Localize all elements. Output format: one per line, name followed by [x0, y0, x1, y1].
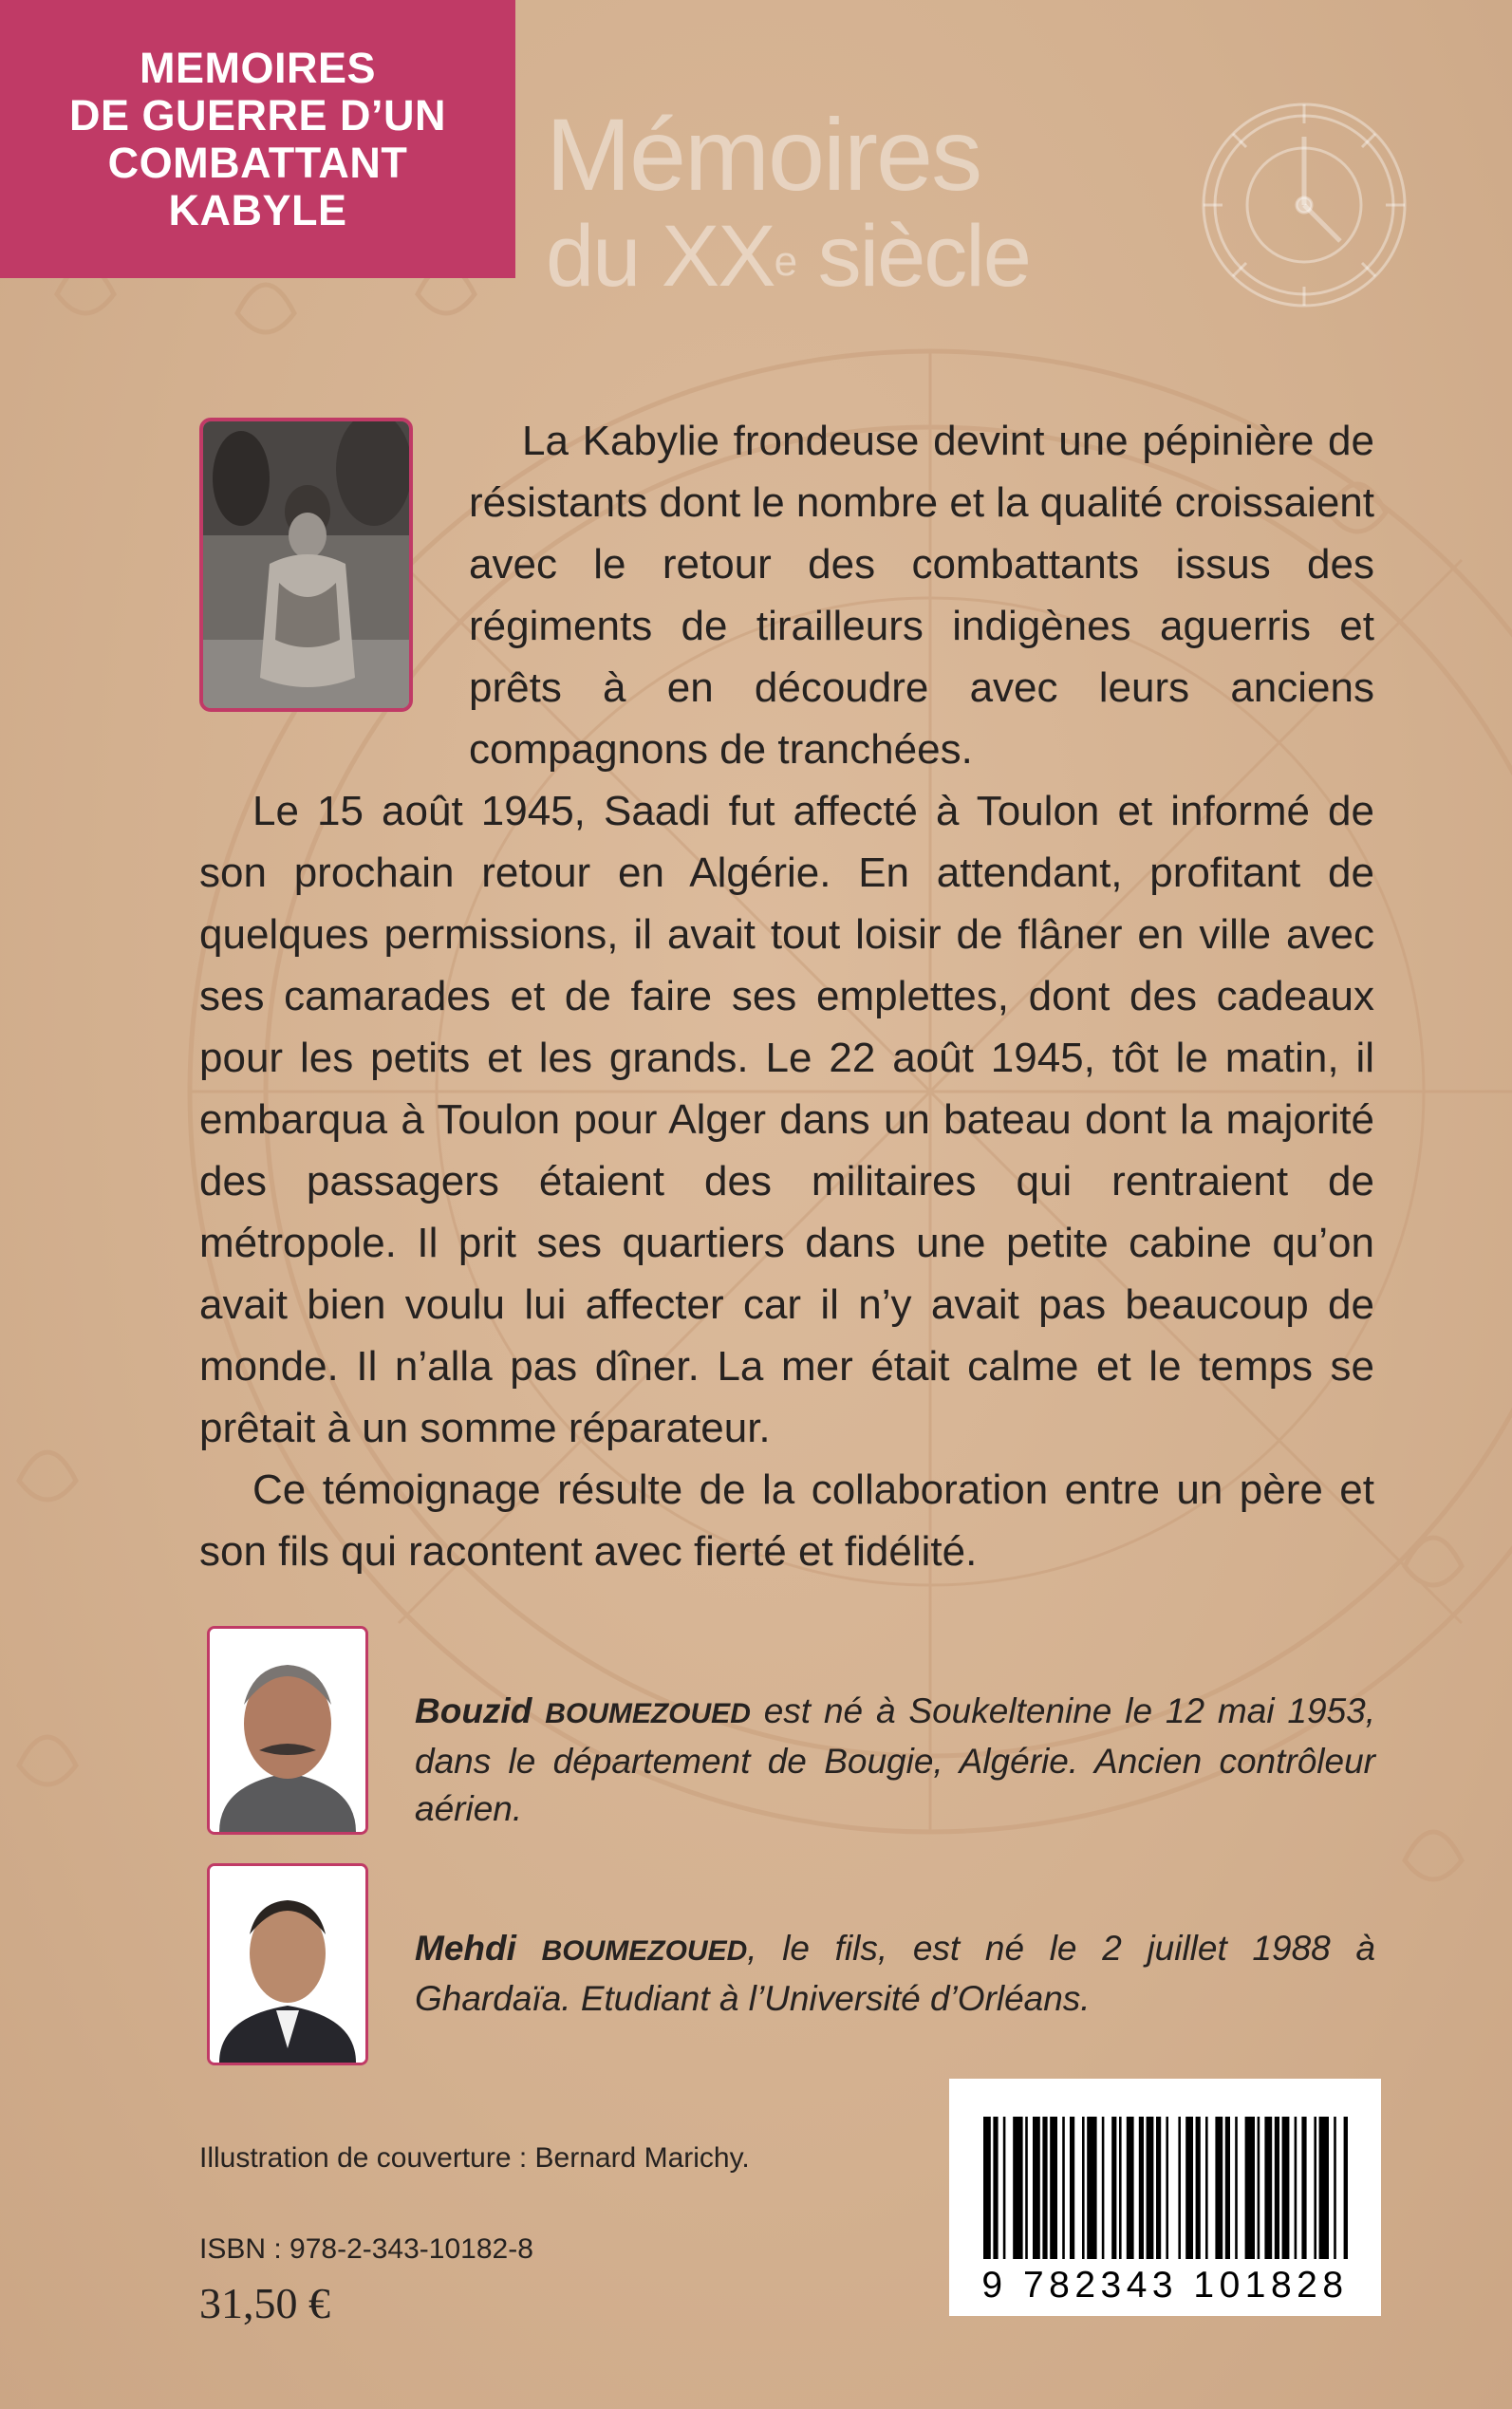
blurb-paragraph: Ce témoignage résulte de la collaboration entre un père et son fils qui racontent avec fierté et fidélité.: [199, 1466, 1374, 1575]
illustration-credit: Illustration de couverture : Bernard Marichy.: [199, 2142, 750, 2174]
barcode-bar: [1111, 2117, 1116, 2259]
blurb-paragraph: La Kabylie frondeuse devint une pépinière de résistants dont le nombre et la qualité croissaient avec le retour des combattants issus des régiments de tirailleurs indigènes aguerris et prêts à en découdre avec leurs anciens compagnons de tranchées.: [469, 418, 1374, 773]
barcode-bar: [1062, 2117, 1065, 2259]
author-portrait-image: [210, 1866, 365, 2063]
author-bio: [415, 1925, 1375, 2023]
barcode-bar: [1070, 2117, 1074, 2259]
barcode-bar: [1139, 2117, 1144, 2259]
barcode-bar: [1082, 2117, 1085, 2259]
barcode-bar: [1245, 2117, 1255, 2259]
author-last-name: BOUMEZOUED: [541, 1935, 748, 1967]
barcode-bar: [993, 2117, 998, 2259]
series-title-box: [0, 0, 515, 278]
barcode-bar: [1003, 2117, 1006, 2259]
barcode-bar: [1282, 2117, 1290, 2259]
child-photo-image: [203, 421, 409, 708]
collection-line-1: Mémoires: [546, 97, 981, 212]
barcode-bar: [1185, 2117, 1193, 2259]
author-last-name: BOUMEZOUED: [545, 1698, 751, 1729]
series-title-line: DE GUERRE D’UN: [68, 90, 447, 140]
barcode-bar: [1215, 2117, 1223, 2259]
barcode: [949, 2079, 1381, 2316]
barcode-bar: [1314, 2117, 1316, 2259]
barcode-bar: [1042, 2117, 1047, 2259]
barcode-bar: [1301, 2117, 1306, 2259]
barcode-bar: [1295, 2117, 1297, 2259]
barcode-bar: [1344, 2117, 1348, 2259]
barcode-bar: [983, 2117, 991, 2259]
barcode-bar: [1119, 2117, 1122, 2259]
barcode-bar: [1178, 2117, 1181, 2259]
blurb-body: [199, 780, 1374, 1582]
author-bio-text: est né à Soukeltenine le 12 mai 1953, dans le département de Bougie, Algérie. Ancien contrôleur aérien.: [415, 1691, 1376, 1828]
barcode-bar: [1147, 2117, 1154, 2259]
barcode-bar: [1258, 2117, 1260, 2259]
barcode-bar: [1264, 2117, 1272, 2259]
barcode-bar: [1235, 2117, 1238, 2259]
barcode-bar: [1275, 2117, 1279, 2259]
barcode-bar: [1102, 2117, 1105, 2259]
barcode-bar: [1319, 2117, 1329, 2259]
author-photo: [207, 1863, 368, 2065]
series-title-line: KABYLE: [168, 185, 347, 234]
barcode-bar: [1025, 2117, 1028, 2259]
barcode-bar: [1205, 2117, 1208, 2259]
series-title-line: COMBATTANT: [107, 138, 408, 187]
barcode-bar: [1166, 2117, 1168, 2259]
barcode-bars: [949, 2079, 1381, 2269]
author-first-name: Bouzid: [415, 1691, 532, 1730]
barcode-bar: [1050, 2117, 1057, 2259]
barcode-bar: [1127, 2117, 1134, 2259]
blurb-paragraph: Le 15 août 1945, Saadi fut affecté à Toulon et informé de son prochain retour en Algérie. En attendant, profitant de quelques permissions, il avait tout loisir de flâner en ville avec ses camarades et de faire ses emplettes, dont des cadeaux pour les petits et les grands. Le 22 août 1945, tôt le matin, il embarqua à Toulon pour Alger dans un bateau dont la majorité des passagers étaient des militaires qui rentraient de métropole. Il prit ses quartiers dans une petite cabine qu’on avait bien voulu lui affecter car il n’y avait pas beaucoup de monde. Il n’alla pas dîner. La mer était calme et le temps se prêtait à un somme réparateur.: [199, 788, 1374, 1451]
barcode-bar: [1087, 2117, 1096, 2259]
blurb-intro: [469, 410, 1374, 780]
barcode-bar: [1033, 2117, 1040, 2259]
collection-line-2: du XXe siècle: [546, 208, 1030, 305]
author-portrait-image: [210, 1629, 365, 1832]
barcode-bar: [1156, 2117, 1161, 2259]
series-title-line: MEMOIRES: [139, 43, 377, 92]
price: 31,50 €: [199, 2279, 330, 2327]
clock-icon: [1198, 99, 1410, 311]
author-first-name: Mehdi: [415, 1929, 516, 1968]
author-bio-text: , le fils, est né le 2 juillet 1988 à Ghardaïa. Etudiant à l’Université d’Orléans.: [415, 1929, 1375, 2018]
barcode-bar: [1013, 2117, 1022, 2259]
archive-photo: [199, 418, 413, 712]
isbn: ISBN : 978-2-343-10182-8: [199, 2233, 533, 2265]
barcode-bar: [1196, 2117, 1201, 2259]
author-bio: [415, 1688, 1375, 1833]
barcode-bar: [1225, 2117, 1230, 2259]
barcode-digits: 9 782343 101828: [981, 2265, 1349, 2306]
barcode-bar: [1334, 2117, 1336, 2259]
author-photo: [207, 1626, 368, 1835]
